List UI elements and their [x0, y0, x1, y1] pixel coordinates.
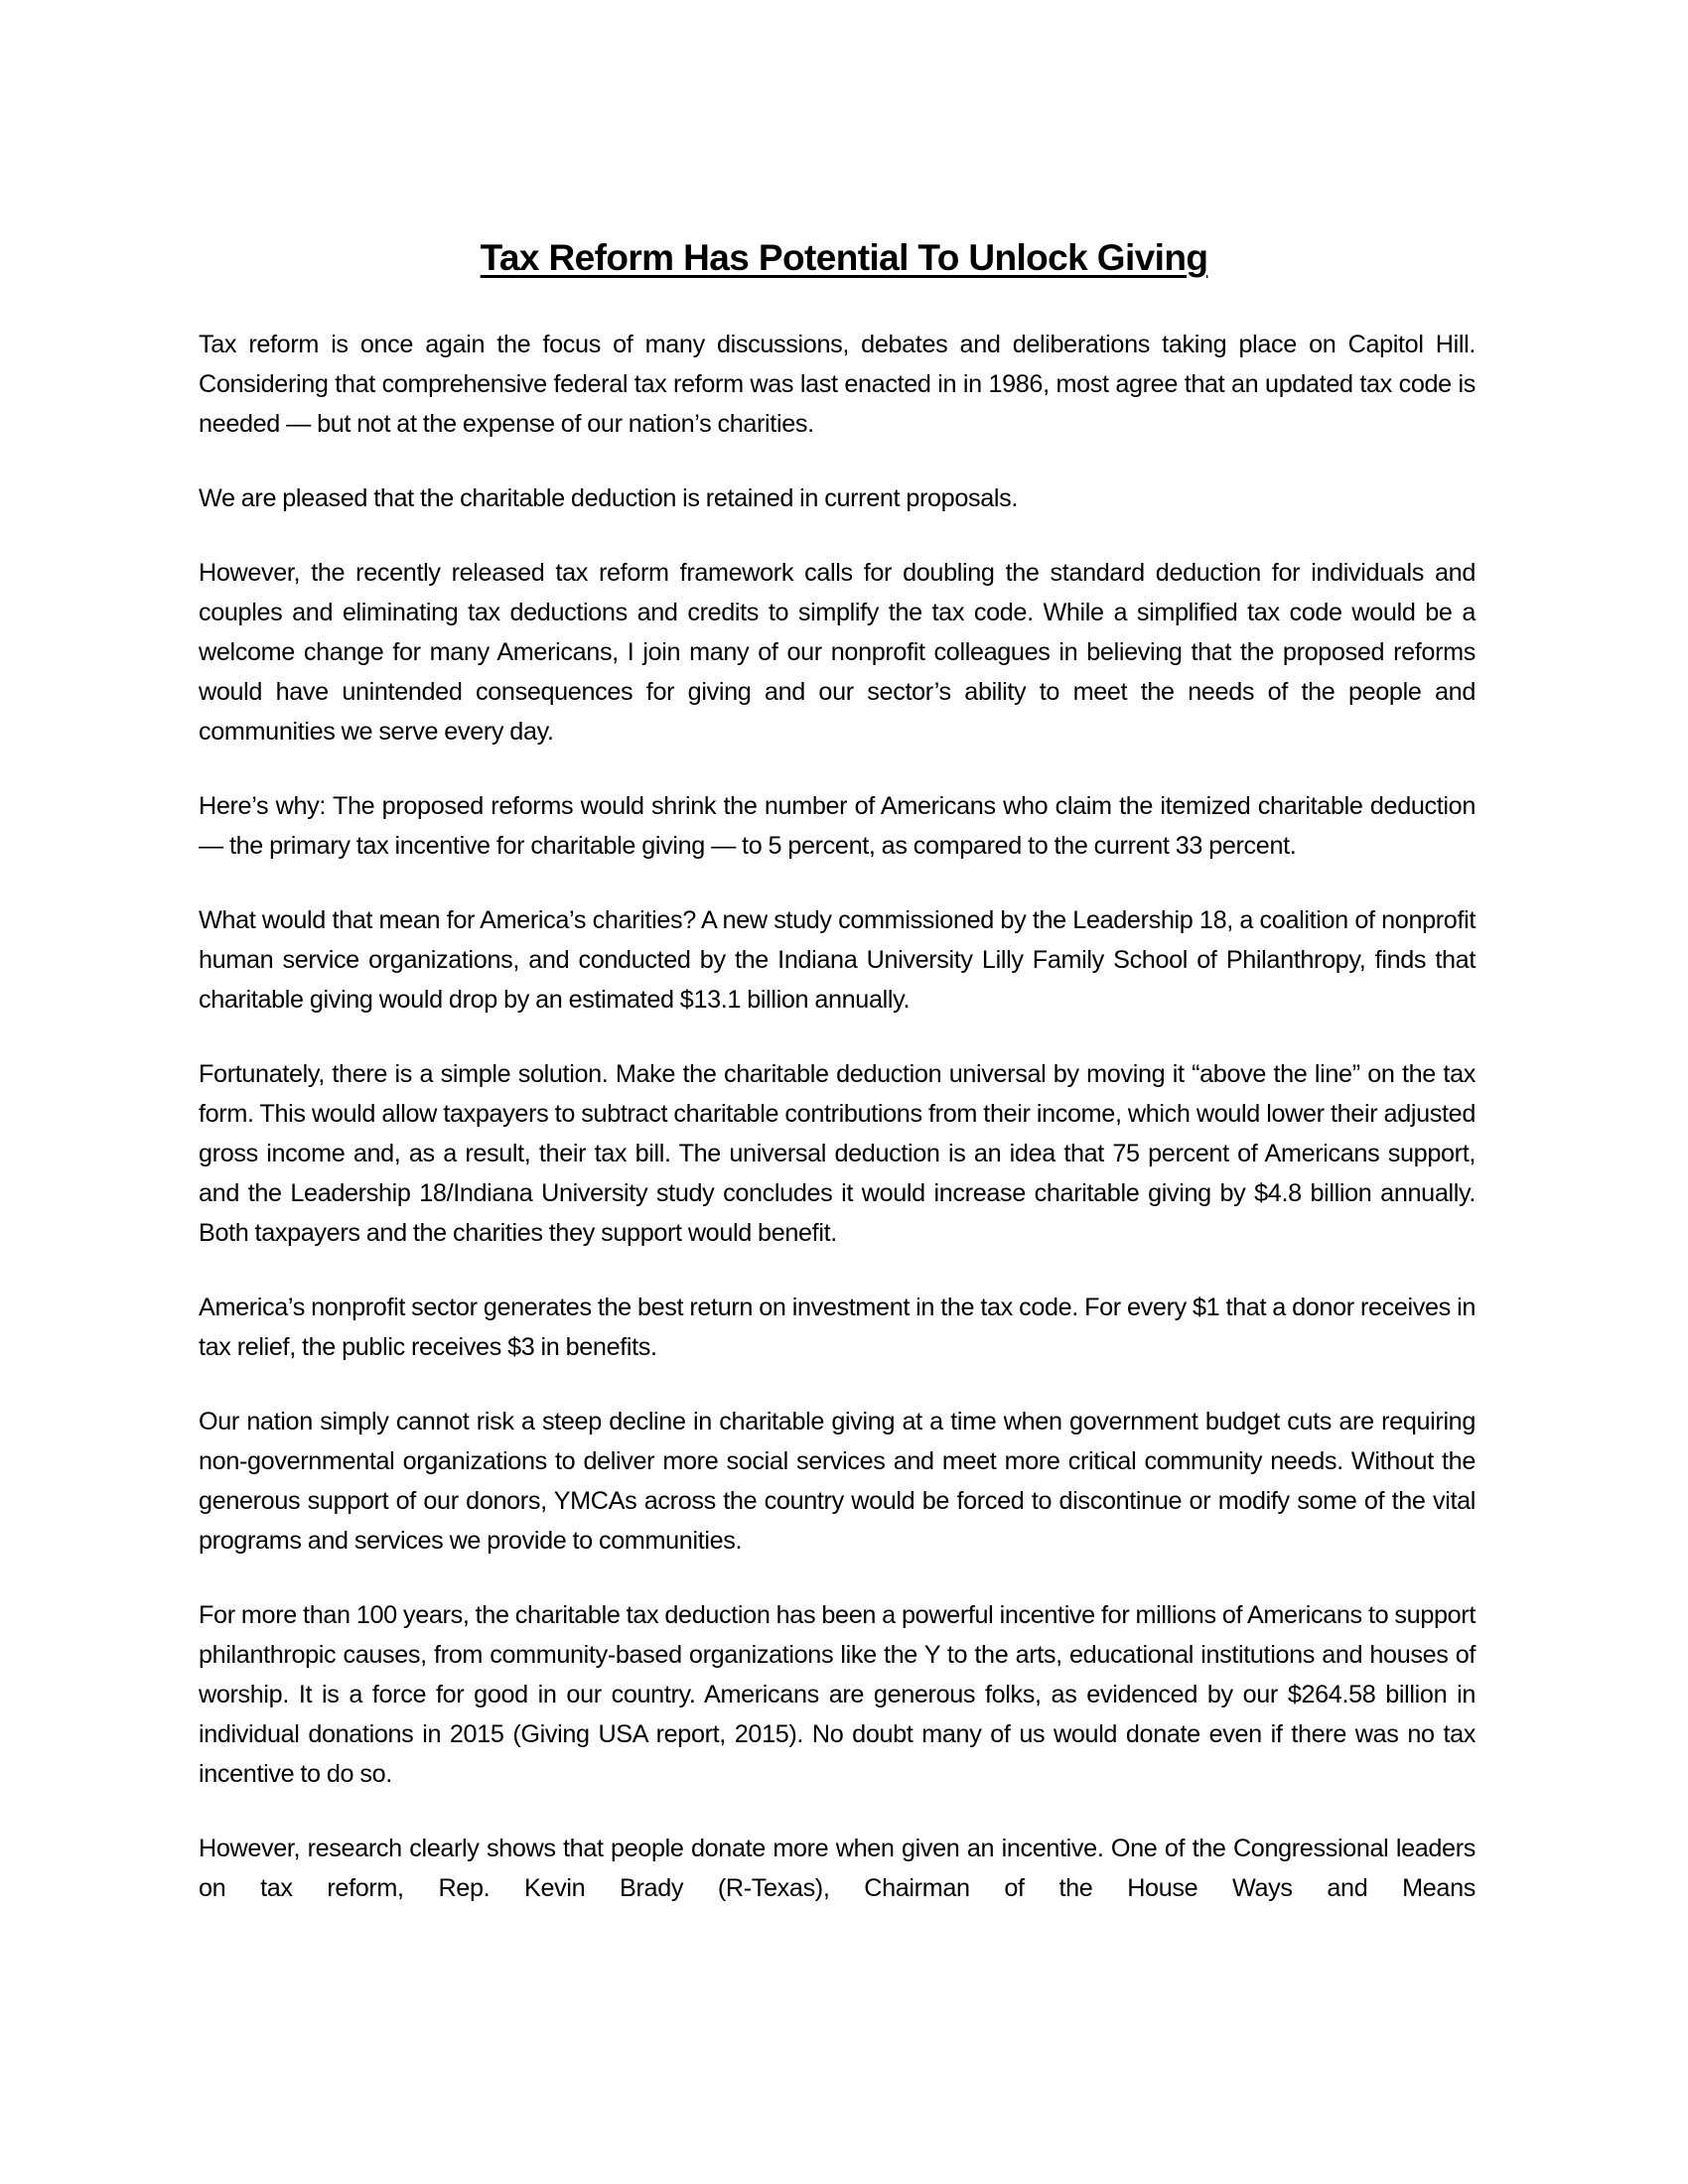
paragraph-8: Our nation simply cannot risk a steep decline in charitable giving at a time when government budget cuts are requiring non-governmental organizations to deliver more social services and meet more critical community needs. Without the generous support of our donors, YMCAs across the country would be forced to discontinue or modify some of the vital programs and services we provide to communities.: [199, 1408, 1476, 1555]
paragraph-2: We are pleased that the charitable deduction is retained in current proposals.: [199, 484, 1019, 512]
document-title: [0, 234, 1688, 282]
paragraph-9: For more than 100 years, the charitable tax deduction has been a powerful incentive for millions of Americans to support philanthropic causes, from community-based organizations like the Y to the arts, educational institutions and houses of worship. It is a force for good in our country. Americans are generous folks, as evidenced by our $264.58 billion in individual donations in 2015 (Giving USA report, 2015). No doubt many of us would donate even if there was no tax incentive to do so.: [199, 1601, 1476, 1788]
paragraph-10: However, research clearly shows that people donate more when given an incentive. One of the Congressional leaders on tax reform, Rep. Kevin Brady (R-Texas), Chairman of the House Ways and Means: [199, 1835, 1476, 1902]
paragraph-3: However, the recently released tax reform framework calls for doubling the standard deduction for individuals and couples and eliminating tax deductions and credits to simplify the tax code. While a simplified tax code would be a welcome change for many Americans, I join many of our nonprofit colleagues in believing that the proposed reforms would have unintended consequences for giving and our sector’s ability to meet the needs of the people and communities we serve every day.: [199, 559, 1476, 746]
paragraph-1: Tax reform is once again the focus of many discussions, debates and deliberations taking place on Capitol Hill. Considering that comprehensive federal tax reform was last enacted in in 1986, most agree that an updated tax code is needed — but not at the expense of our nation’s charities.: [199, 331, 1476, 438]
paragraph-7: America’s nonprofit sector generates the best return on investment in the tax code. For every $1 that a donor receives in tax relief, the public receives $3 in benefits.: [199, 1294, 1476, 1361]
paragraph-5: What would that mean for America’s charities? A new study commissioned by the Leadership 18, a coalition of nonprofit human service organizations, and conducted by the Indiana University Lilly Family School of Philanthropy, finds that charitable giving would drop by an estimated $13.1 billion annually.: [199, 906, 1476, 1014]
paragraph-6: Fortunately, there is a simple solution. Make the charitable deduction universal by moving it “above the line” on the tax form. This would allow taxpayers to subtract charitable contributions from their income, which would lower their adjusted gross income and, as a result, their tax bill. The universal deduction is an idea that 75 percent of Americans support, and the Leadership 18/Indiana University study concludes it would increase charitable giving by $4.8 billion annually. Both taxpayers and the charities they support would benefit.: [199, 1060, 1476, 1247]
document-body: [199, 325, 1476, 1943]
paragraph-4: Here’s why: The proposed reforms would shrink the number of Americans who claim the itemized charitable deduction — the primary tax incentive for charitable giving — to 5 percent, as compared to the current 33 percent.: [199, 792, 1476, 860]
title-text: Tax Reform Has Potential To Unlock Giving: [480, 237, 1208, 278]
